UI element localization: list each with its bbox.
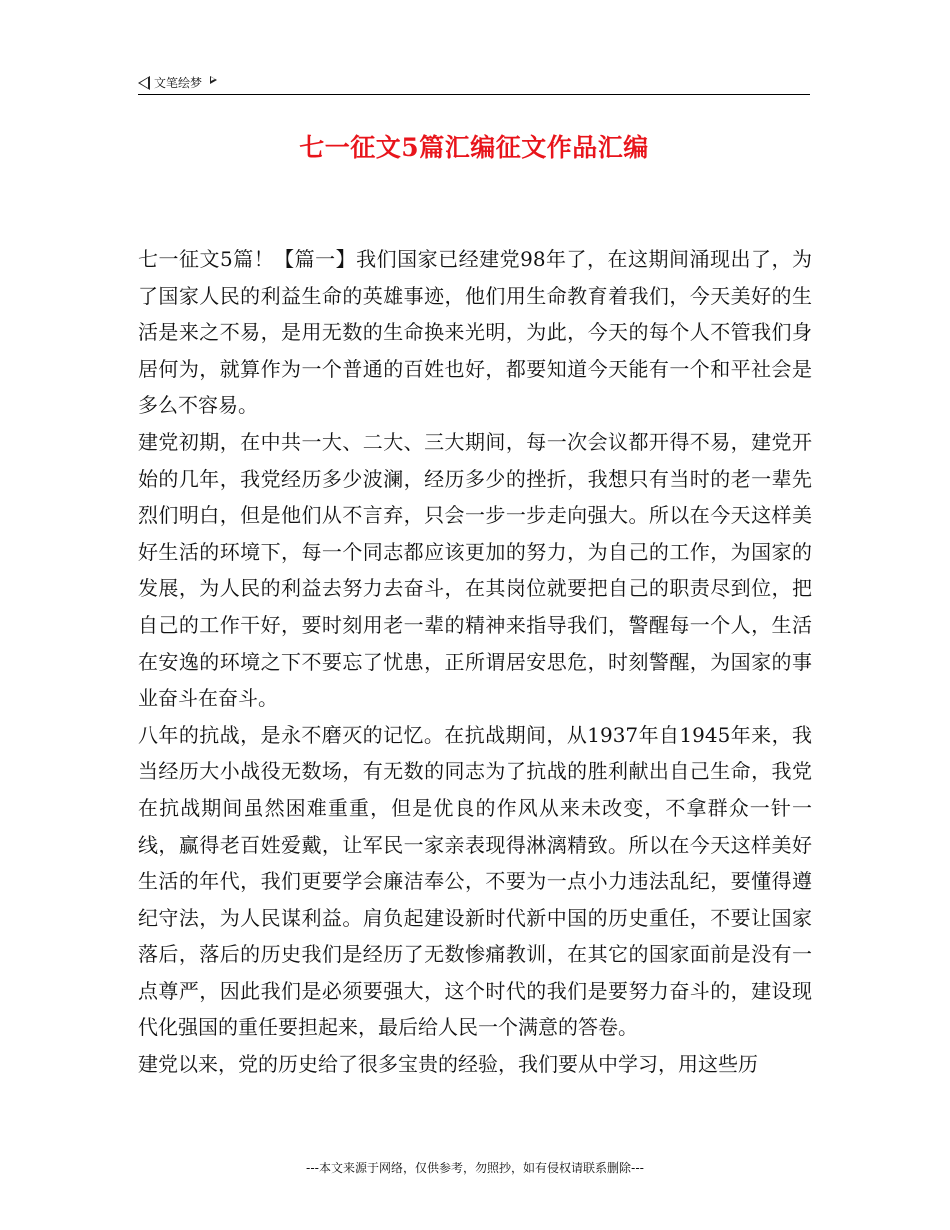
paragraph-3: 八年的抗战，是永不磨灭的记忆。在抗战期间，从1937年自1945年来，我当经历大小战役无数场，有无数的同志为了抗战的胜利献出自己生命，我党在抗战期间虽然困难重重，但是优良的作风从来未改变，不拿群众一针一线，赢得老百姓爱戴，让军民一家亲表现得淋漓精致。所以在今天这样美好生活的年代，我们更要学会廉洁奉公，不要为一点小力违法乱纪，要懂得遵纪守法，为人民谋利益。肩负起建设新时代新中国的历史重任，不要让国家落后，落后的历史我们是经历了无数惨痛教训，在其它的国家面前是没有一点尊严，因此我们是必须要强大，这个时代的我们是要努力奋斗的，建设现代化强国的重任要担起来，最后给人民一个满意的答卷。	[138, 722, 812, 1040]
paragraph-4: 建党以来，党的历史给了很多宝贵的经验，我们要从中学习，用这些历	[138, 1052, 758, 1077]
paragraph-2: 建党初期，在中共一大、二大、三大期间，每一次会议都开得不易，建党开始的几年，我党经历多少波澜，经历多少的挫折，我想只有当时的老一辈先烈们明白，但是他们从不言弃，只会一步一步走向强大。所以在今天这样美好生活的环境下，每一个同志都应该更加的努力，为自己的工作，为国家的发展，为人民的利益去努力去奋斗，在其岗位就要把自己的职责尽到位，把自己的工作干好，要时刻用老一辈的精神来指导我们，警醒每一个人，生活在安逸的环境之下不要忘了忧患，正所谓居安思危，时刻警醒，为国家的事业奋斗在奋斗。	[138, 429, 812, 711]
footer-disclaimer: ---本文来源于网络，仅供参考，勿照抄，如有侵权请联系删除---	[306, 1161, 644, 1175]
article-body	[138, 241, 812, 1083]
document-title: 七一征文5篇汇编征文作品汇编	[299, 133, 649, 162]
page-header	[138, 72, 810, 95]
right-triangle-icon	[210, 76, 217, 84]
brand-name: 文笔绘梦	[154, 76, 203, 90]
paragraph-1: 七一征文5篇！【篇一】我们国家已经建党98年了，在这期间涌现出了，为了国家人民的利益生命的英雄事迹，他们用生命教育着我们，今天美好的生活是来之不易，是用无数的生命换来光明，为此，今天的每个人不管我们身居何为，就算作为一个普通的百姓也好，都要知道今天能有一个和平社会是多么不容易。	[138, 247, 812, 418]
left-triangle-icon	[138, 76, 150, 90]
brand-logo	[138, 74, 217, 91]
